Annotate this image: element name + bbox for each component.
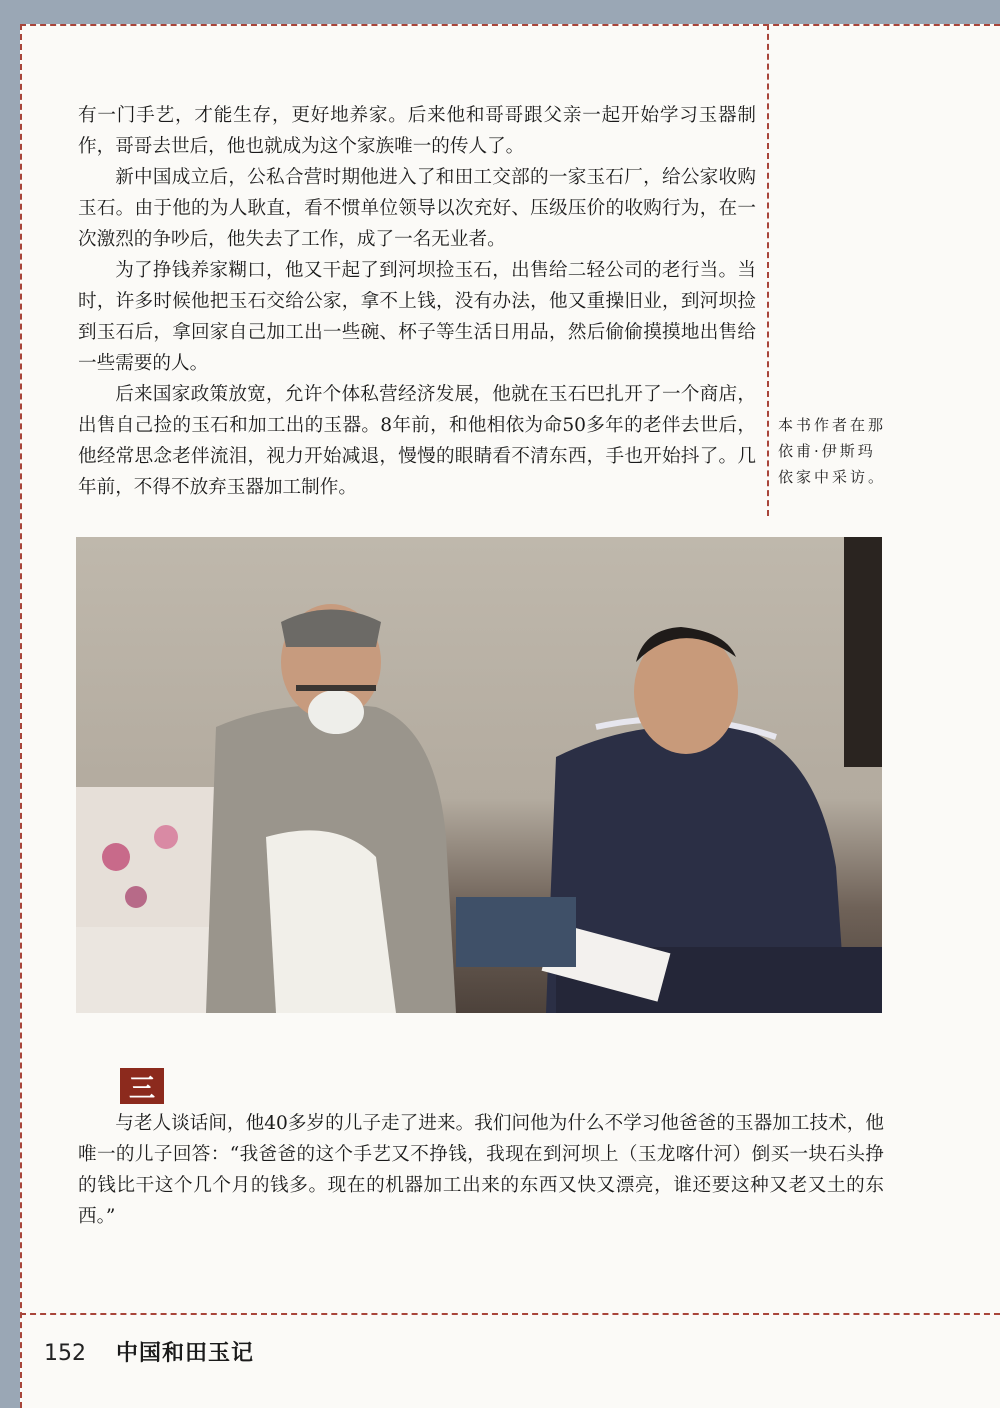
paragraph: 后来国家政策放宽，允许个体私营经济发展，他就在玉石巴扎开了一个商店，出售自己捡的玉石和加工出的玉器。8年前，和他相依为命50多年的老伴去世后，他经常思念老伴流泪，视力开始减退，慢慢的眼睛看不清东西，手也开始抖了。几年前，不得不放弃玉器加工制作。 [78,384,756,498]
paragraph: 与老人谈话间，他40多岁的儿子走了进来。我们问他为什么不学习他爸爸的玉器加工技术，他唯一的儿子回答：“我爸爸的这个手艺又不挣钱，我现在到河坝上（玉龙喀什河）倒买一块石头挣的钱比干这个几个月的钱多。现在的机器加工出来的东西又快又漂亮，谁还要这种又老又土的东西。” [78,1113,884,1227]
photo-illustration [76,537,882,1013]
book-title: 中国和田玉记 [116,1341,255,1366]
paragraph: 有一门手艺，才能生存，更好地养家。后来他和哥哥跟父亲一起开始学习玉器制作，哥哥去世后，他也就成为这个家族唯一的传人了。 [78,105,756,157]
paragraph: 新中国成立后，公私合营时期他进入了和田工交部的一家玉石厂，给公家收购玉石。由于他的为人耿直，看不惯单位领导以次充好、压级压价的收购行为，在一次激烈的争吵后，他失去了工作，成了一名无业者。 [78,167,756,250]
paragraph: 为了挣钱养家糊口，他又干起了到河坝捡玉石，出售给二轻公司的老行当。当时，许多时候他把玉石交给公家，拿不上钱，没有办法，他又重操旧业，到河坝捡到玉石后，拿回家自己加工出一些碗、杯子等生活日用品，然后偷偷摸摸地出售给一些需要的人。 [78,260,756,374]
column-divider [767,24,769,516]
section-body-text [78,1108,884,1232]
footer-divider [20,1313,1000,1315]
section-number-badge: 三 [120,1068,164,1104]
page-number: 152 [44,1341,86,1366]
photo-caption: 本书作者在那依甫·伊斯玛依家中采访。 [778,416,887,486]
page-footer [44,1336,254,1367]
interview-photo [76,537,882,1013]
body-text [78,100,756,503]
